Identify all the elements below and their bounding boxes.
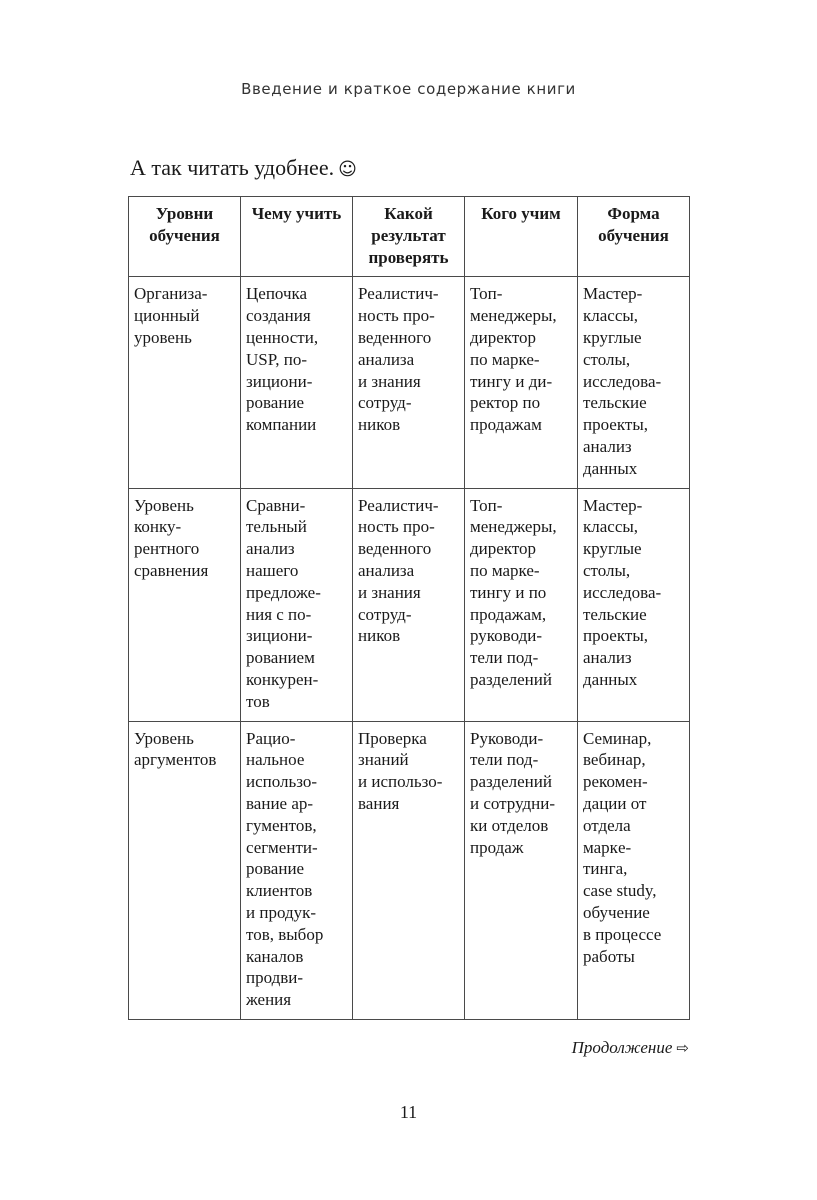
header-levels: Уровни обучения [129, 197, 241, 277]
table-cell: Реалистич- ность про- веденного анализа и знания сотруд- ников [353, 488, 465, 721]
training-levels-table [128, 196, 690, 1020]
header-training-form: Форма обучения [578, 197, 690, 277]
header-what-to-teach: Чему учить [241, 197, 353, 277]
page-number: 11 [399, 1102, 418, 1122]
table-cell: Семинар, вебинар, рекомен- дации от отдела маркe- тинга, case study, обучение в процессе работы [578, 721, 690, 1019]
table-cell: Реалистич- ность про- веденного анализа и знания сотруд- ников [353, 277, 465, 488]
table-cell: Проверка знаний и использо- вания [353, 721, 465, 1019]
table-cell: Цепочка создания ценности, USP, по- зициони- рование компании [241, 277, 353, 488]
table-cell: Руководи- тели под- разделений и сотрудни- ки отделов продаж [465, 721, 578, 1019]
continuation-note [572, 1038, 689, 1058]
table-row [129, 721, 690, 1019]
table-cell: Уровень аргументов [129, 721, 241, 1019]
continuation-text: Продолжение [571, 1038, 673, 1057]
intro-line [130, 155, 357, 181]
table-row [129, 277, 690, 488]
table-cell: Сравни- тельный анализ нашего предложе- ния с по- зициони- рованием конкурен- тов [241, 488, 353, 721]
running-header: Введение и краткое содержание книги [241, 80, 576, 98]
table-cell: Топ- менеджеры, директор по марке- тингу и ди- ректор по продажам [465, 277, 578, 488]
header-result-to-check: Какой результат проверять [353, 197, 465, 277]
table-cell: Организа- ционный уровень [129, 277, 241, 488]
table-cell: Мастер- классы, круглые столы, исследова- тельские проекты, анализ данных [578, 488, 690, 721]
table-cell: Топ- менеджеры, директор по марке- тингу и по продажам, руководи- тели под- разделений [465, 488, 578, 721]
table-header-row [129, 197, 690, 277]
intro-text: А так читать удобнее. [130, 155, 335, 180]
table-cell: Рацио- нальное использо- вание ар- гументов, сегменти- рование клиентов и продук- тов, выбор каналов продви- жения [241, 721, 353, 1019]
table-cell: Мастер- классы, круглые столы, исследова- тельские проекты, анализ данных [578, 277, 690, 488]
header-who-we-teach: Кого учим [465, 197, 578, 277]
smiley-icon: ☺ [338, 159, 357, 180]
table-cell: Уровень конку- рентного сравнения [129, 488, 241, 721]
arrow-right-icon: ⇨ [676, 1039, 689, 1057]
table-row [129, 488, 690, 721]
